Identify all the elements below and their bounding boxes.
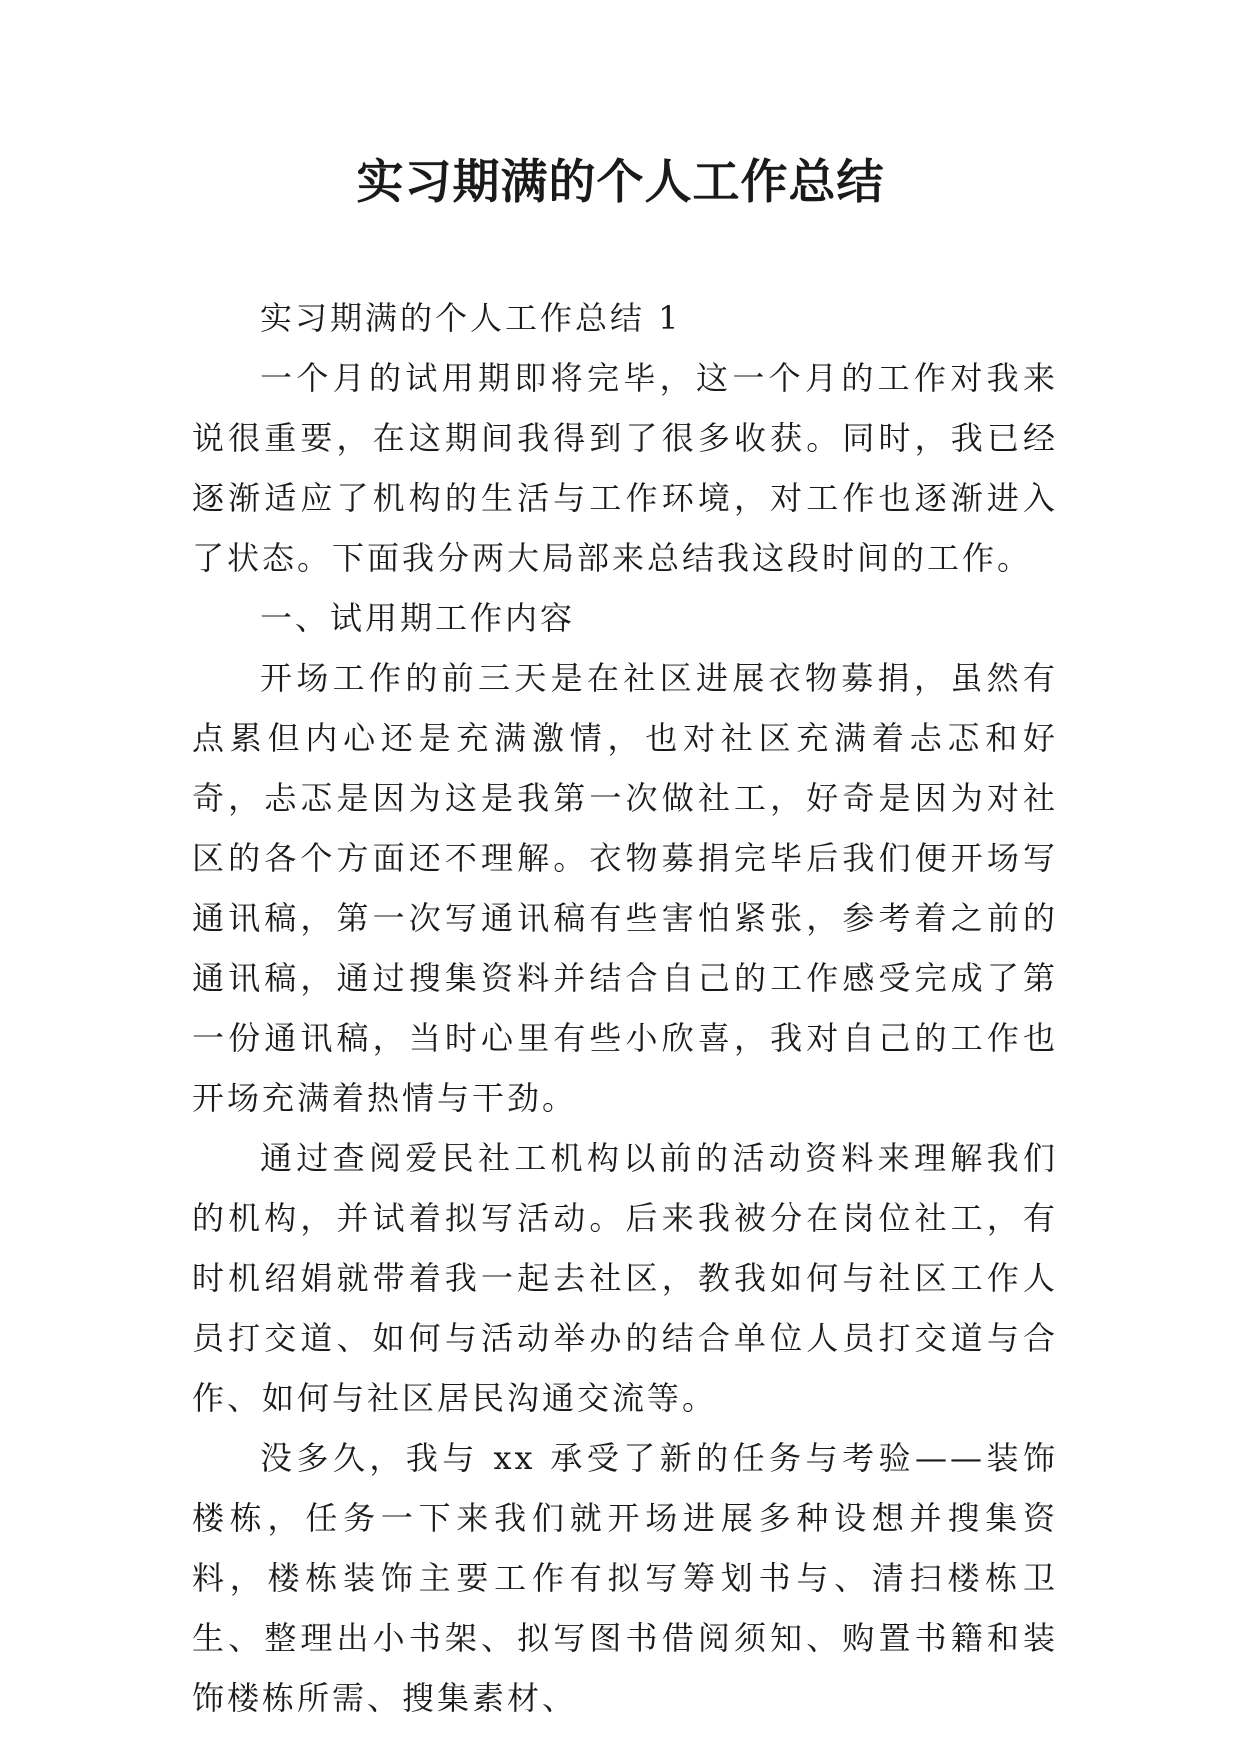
section-heading: 实习期满的个人工作总结 1: [260, 299, 682, 337]
paragraph: 没多久，我与 xx 承受了新的任务与考验——装饰楼栋，任务一下来我们就开场进展多种设想并搜集资料，楼栋装饰主要工作有拟写筹划书与、清扫楼栋卫生、整理出小书架、拟写图书借阅须知、购置书籍和装饰楼栋所需、搜集素材、: [192, 1439, 1058, 1717]
paragraph: 通过查阅爱民社工机构以前的活动资料来理解我们的机构，并试着拟写活动。后来我被分在岗位社工，有时机绍娟就带着我一起去社区，教我如何与社区工作人员打交道、如何与活动举办的结合单位人员打交道与合作、如何与社区居民沟通交流等。: [192, 1139, 1058, 1417]
section-heading: 一、试用期工作内容: [260, 599, 576, 637]
document-body: [192, 288, 1058, 1728]
paragraph: 开场工作的前三天是在社区进展衣物募捐，虽然有点累但内心还是充满激情，也对社区充满着忐忑和好奇，忐忑是因为这是我第一次做社工，好奇是因为对社区的各个方面还不理解。衣物募捐完毕后我们便开场写通讯稿，第一次写通讯稿有些害怕紧张，参考着之前的通讯稿，通过搜集资料并结合自己的工作感受完成了第一份通讯稿，当时心里有些小欣喜，我对自己的工作也开场充满着热情与干劲。: [192, 659, 1058, 1117]
paragraph: 一个月的试用期即将完毕，这一个月的工作对我来说很重要，在这期间我得到了很多收获。同时，我已经逐渐适应了机构的生活与工作环境，对工作也逐渐进入了状态。下面我分两大局部来总结我这段时间的工作。: [192, 359, 1058, 577]
document-title: 实习期满的个人工作总结: [356, 155, 885, 210]
